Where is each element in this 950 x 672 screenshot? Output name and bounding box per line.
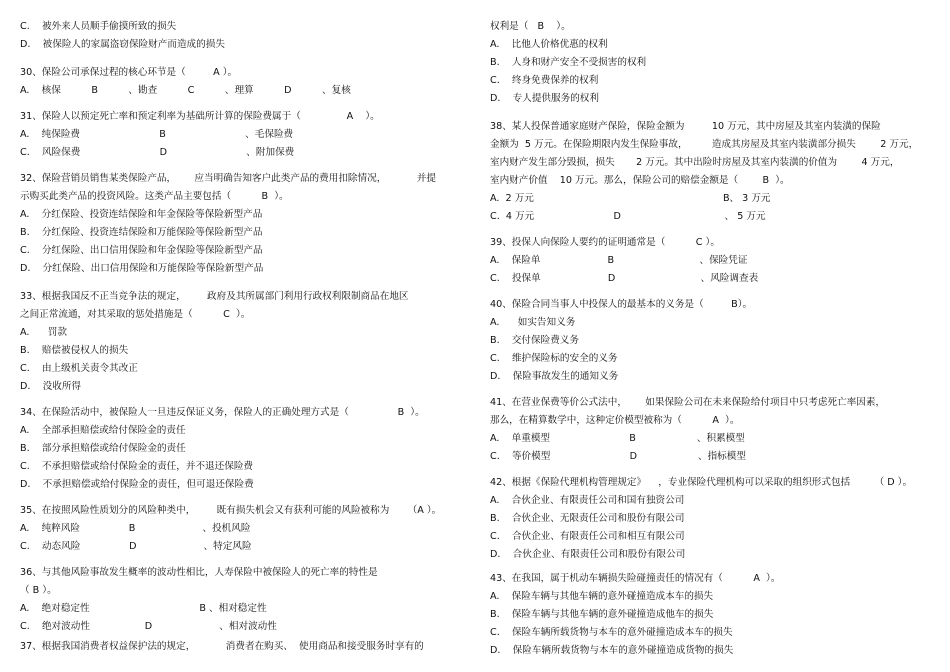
- text-line: D. 合伙企业、有限责任公司和股份有限公司: [490, 549, 686, 560]
- text-line: D. 保险车辆所载货物与本车的意外碰撞造成货物的损失: [490, 645, 734, 656]
- text-line: A. 如实告知义务: [490, 317, 576, 328]
- text-line: D. 保险事故发生的通知义务: [490, 371, 619, 382]
- text-line: C. 风险保费 D 、附加保费: [20, 147, 295, 158]
- text-line: C. 等价模型 D 、指标模型: [490, 451, 746, 462]
- text-line: B. 赔偿被侵权人的损失: [20, 345, 129, 356]
- text-line: 权利是（ B ）。: [490, 21, 571, 32]
- text-line: C. 保险车辆所载货物与本车的意外碰撞造成本车的损失: [490, 627, 733, 638]
- text-line: 42、根据《保险代理机构管理规定》 ，专业保险代理机构可以采取的组织形式包括 （ D ）。: [490, 477, 913, 488]
- text-line: C. 维护保险标的安全的义务: [490, 353, 618, 364]
- text-line: 示购买此类产品的投资风险。这类产品主要包括（ B ）。: [20, 191, 289, 202]
- text-line: 43、在我国，属于机动车辆损失险碰撞责任的情况有（ A ）。: [490, 573, 781, 584]
- text-line: A. 罚款: [20, 327, 67, 338]
- text-line: D. 被保险人的家属盗窃保险财产而造成的损失: [20, 39, 225, 50]
- text-line: A. 纯粹风险 B 、投机风险: [20, 523, 251, 534]
- text-line: 31、保险人以预定死亡率和预定利率为基础所计算的保险费属于（ A ）。: [20, 111, 380, 122]
- text-line: A. 比他人价格优惠的权利: [490, 39, 608, 50]
- text-line: B. 交付保险费义务: [490, 335, 579, 346]
- text-line: A. 纯保险费 B 、毛保险费: [20, 129, 294, 140]
- text-line: 38、某人投保普通家庭财产保险，保险金额为 10 万元，其中房屋及其室内装潢的保险: [490, 121, 881, 132]
- text-line: C. 由上级机关责令其改正: [20, 363, 138, 374]
- text-line: C. 4 万元 D 、 5 万元: [490, 211, 766, 222]
- text-line: 33、根据我国反不正当竞争法的规定， 政府及其所属部门利用行政权利限制商品在地区: [20, 291, 409, 302]
- text-line: C. 分红保险、出口信用保险和年金保险等保险新型产品: [20, 245, 263, 256]
- text-line: 35、在按照风险性质划分的风险种类中， 既有损失机会又有获利可能的风险被称为 （A ）。: [20, 505, 442, 516]
- text-line: C. 动态风险 D 、特定风险: [20, 541, 252, 552]
- text-line: A. 分红保险、投资连结保险和年金保险等保险新型产品: [20, 209, 263, 220]
- text-line: 34、在保险活动中，被保险人一旦违反保证义务，保险人的正确处理方式是（ B ）。: [20, 407, 425, 418]
- text-line: 那么，在精算数学中，这种定价模型被称为（ A ）。: [490, 415, 740, 426]
- text-line: 室内财产价值 10 万元。那么，保险公司的赔偿金额是（ B ）。: [490, 175, 790, 186]
- text-line: 室内财产发生部分毁损，损失 2 万元。其中出险时房屋及其室内装潢的价值为 4 万元，: [490, 157, 900, 168]
- text-line: C. 绝对波动性 D 、相对波动性: [20, 621, 277, 632]
- text-line: C. 不承担赔偿或给付保险金的责任，并不退还保险费: [20, 461, 254, 472]
- text-line: 金额为 5 万元。在保险期限内发生保险事故， 造成其房屋及其室内装潢部分损失 2 万元，: [490, 139, 919, 150]
- text-line: 之间正常流通，对其采取的惩处措施是（ C ）。: [20, 309, 251, 320]
- text-line: D. 分红保险、出口信用保险和万能保险等保险新型产品: [20, 263, 264, 274]
- text-line: B. 合伙企业、无限责任公司和股份有限公司: [490, 513, 685, 524]
- text-line: B. 分红保险、投资连结保险和万能保险等保险新型产品: [20, 227, 263, 238]
- text-line: A. 全部承担赔偿或给付保险金的责任: [20, 425, 186, 436]
- text-line: D. 专人提供服务的权利: [490, 93, 599, 104]
- text-line: B. 人身和财产安全不受损害的权利: [490, 57, 647, 68]
- text-line: （ B ）。: [20, 585, 57, 596]
- text-line: A. 绝对稳定性 B 、相对稳定性: [20, 603, 267, 614]
- text-line: 41、在营业保费等价公式法中， 如果保险公司在未来保险给付项目中只考虑死亡率因素，: [490, 397, 886, 408]
- text-line: A. 核保 B 、勘查 C 、理算 D 、复核: [20, 85, 351, 96]
- text-line: B. 部分承担赔偿或给付保险金的责任: [20, 443, 186, 454]
- text-line: 30、保险公司承保过程的核心环节是（ A ）。: [20, 67, 238, 78]
- text-line: 32、保险营销员销售某类保险产品， 应当明确告知客户此类产品的费用扣除情况， 并提: [20, 173, 436, 184]
- text-line: A. 合伙企业、有限责任公司和国有独资公司: [490, 495, 685, 506]
- text-line: 37、根据我国消费者权益保护法的规定， 消费者在购买、 使用商品和接受服务时享有的: [20, 641, 424, 652]
- text-line: D. 没收所得: [20, 381, 82, 392]
- text-line: C. 投保单 D 、风险调查表: [490, 273, 759, 284]
- text-line: 40、保险合同当事人中投保人的最基本的义务是（ B）。: [490, 299, 753, 310]
- text-line: B. 保险车辆与其他车辆的意外碰撞造成他车的损失: [490, 609, 714, 620]
- text-line: C. 被外来人员顺手偷摸所致的损失: [20, 21, 177, 32]
- text-line: C. 合伙企业、有限责任公司和相互有限公司: [490, 531, 685, 542]
- text-line: 39、投保人向保险人要约的证明通常是（ C ）。: [490, 237, 720, 248]
- text-line: A. 保险单 B 、保险凭证: [490, 255, 748, 266]
- text-line: C. 终身免费保养的权利: [490, 75, 599, 86]
- text-line: A. 保险车辆与其他车辆的意外碰撞造成本车的损失: [490, 591, 714, 602]
- text-line: A. 单重模型 B 、积累模型: [490, 433, 745, 444]
- text-line: 36、与其他风险事故发生概率的波动性相比，人寿保险中被保险人的死亡率的特性是: [20, 567, 378, 578]
- text-line: A. 2 万元 B、 3 万元: [490, 193, 771, 204]
- text-line: D. 不承担赔偿或给付保险金的责任，但可退还保险费: [20, 479, 254, 490]
